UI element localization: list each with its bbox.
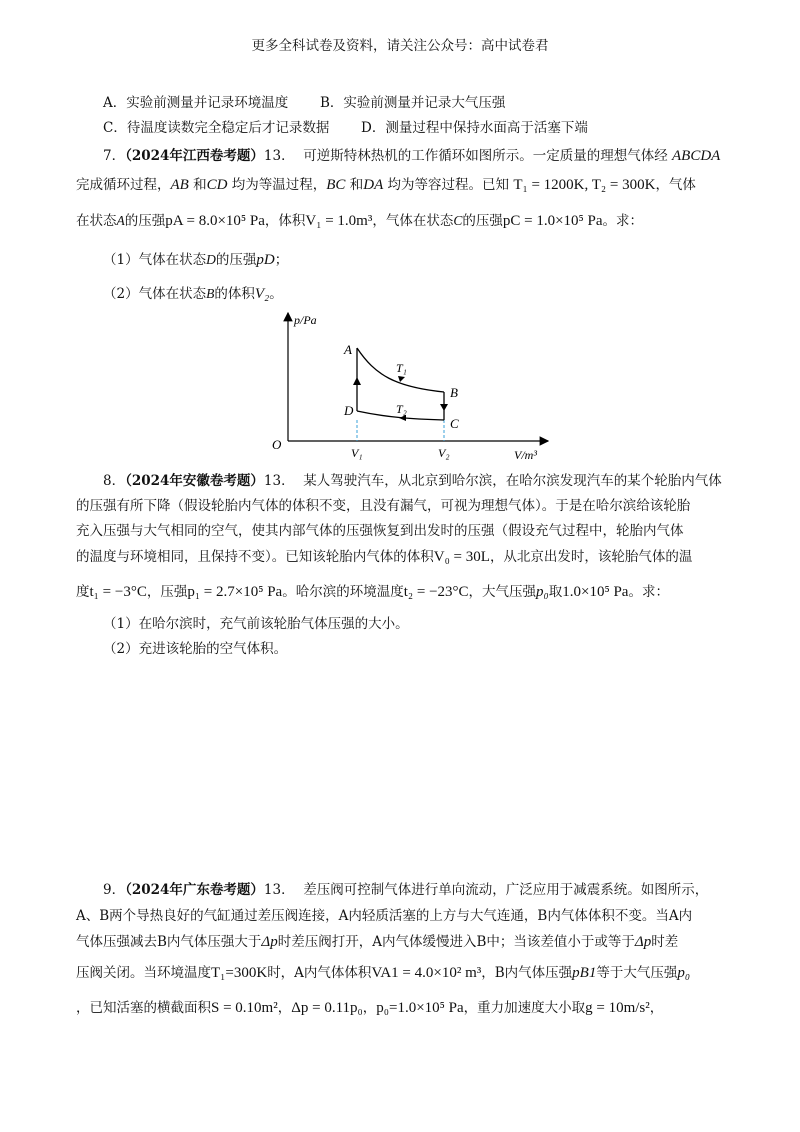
q8-qno: 13． (263, 473, 295, 489)
x-axis-label: V/m³ (514, 448, 537, 462)
q9-text-5b: ， (277, 1000, 292, 1016)
q7-sub1-a: （1）气体在状态 (103, 252, 207, 268)
q9-text-3a: 气体压强减去B内气体压强大于 (76, 934, 262, 950)
q9-math-dp-val: Δp = 0.11p₀ (291, 1000, 363, 1016)
q9-text-4b: 时，A内气体体积 (267, 965, 372, 981)
arrow-da (353, 377, 361, 385)
q7-source: （2024年江西卷考题） (125, 148, 264, 164)
q9-source: （2024年广东卷考题） (125, 882, 264, 898)
q7-text-3a: 在状态 (76, 213, 117, 229)
q8-text-4b: ，从北京出发时，该轮胎气体的温 (489, 549, 693, 565)
q8-number: 8． (103, 473, 126, 489)
q8-math-v0: V₀ = 30L (433, 549, 490, 565)
tick-v2-label: V₂ (438, 446, 450, 460)
q7-number: 7． (103, 148, 126, 164)
q9-text-4c: ，B内气体压强 (481, 965, 573, 981)
q9-math-dp: Δp (261, 934, 278, 950)
q9-line-1 (103, 880, 708, 900)
q8-text-5a: 度 (76, 584, 90, 600)
q8-text-5b: ，压强 (146, 584, 188, 600)
q8-line-3: 充入压强与大气相同的空气，使其内部气体的压强恢复到出发时的压强（假设充气过程中，轮胎内气体 (76, 523, 684, 539)
q8-text-1: 某人驾驶汽车，从北京到哈尔滨，在哈尔滨发现汽车的某个轮胎内气体 (303, 473, 722, 489)
q7-sub2-state: B (206, 286, 215, 301)
q9-line-3 (76, 932, 678, 952)
q7-sub1-state: D (206, 252, 216, 267)
q7-sub2-b: 的体积 (214, 286, 255, 302)
curve-t1-label: T₁ (396, 361, 407, 375)
q7-sub1-b: 的压强 (215, 252, 257, 268)
q7-text-3e: 的压强 (462, 213, 503, 229)
q7-math-ab: AB (170, 177, 189, 193)
tick-v1-label: V₁ (351, 446, 363, 460)
q9-text-4d: 等于大气压强 (596, 965, 678, 981)
curve-t2-label: T₂ (396, 402, 407, 416)
q7-sub2-c: 。 (269, 286, 283, 302)
q9-math-p0-val: p₀=1.0×10⁵ Pa (376, 1000, 464, 1016)
q7-line-1 (103, 146, 720, 166)
q7-sub-2 (103, 284, 283, 304)
q9-text-5c: ， (362, 1000, 377, 1016)
q7-math-given: T₁ = 1200K, T₂ = 300K (513, 177, 656, 193)
q8-source: （2024年安徽卷考题） (125, 473, 264, 489)
q7-math-pa: pA = 8.0×10⁵ Pa (165, 213, 265, 229)
q7-text-1: 可逆斯特林热机的工作循环如图所示。一定质量的理想气体经 (303, 148, 668, 164)
q7-text-2e: 均为等容过程。已知 (387, 177, 510, 193)
q9-math-dp-2: Δp (634, 934, 652, 950)
q9-text-1: 差压阀可控制气体进行单向流动，广泛应用于减震系统。如图所示， (303, 882, 709, 898)
q7-text-2b: 和 (193, 177, 207, 193)
q8-line-1 (103, 471, 722, 491)
q9-math-g: g = 10m/s² (585, 1000, 650, 1016)
q9-text-3b: 时差压阀打开，A内气体缓慢进入B中；当该差值小于或等于 (277, 934, 635, 950)
stirling-cycle-figure (260, 305, 560, 465)
q9-math-s: S = 0.10m² (211, 1000, 278, 1016)
origin-label: O (272, 437, 282, 452)
q7-math-cd: CD (206, 177, 228, 193)
q7-sub2-a: （2）气体在状态 (103, 286, 207, 302)
q9-text-5a: ，已知活塞的横截面积 (76, 1000, 211, 1016)
q8-math-p0: p₀ (536, 584, 549, 600)
q9-text-5d: ，重力加速度大小取 (463, 1000, 586, 1016)
option-d: D．测量过程中保持水面高于活塞下端 (361, 120, 588, 136)
q9-text-5e: ， (649, 1000, 664, 1016)
page-header: 更多全科试卷及资料，请关注公众号：高中试卷君 (251, 38, 549, 54)
y-axis-label: p/Pa (294, 313, 317, 327)
q9-math-p0: p₀ (677, 965, 691, 981)
arrow-bc (440, 404, 448, 411)
q9-text-4a: 压阀关闭。当环境温度 (76, 965, 211, 981)
q7-math-da: DA (363, 177, 384, 193)
q9-text-3c: 时差 (651, 934, 679, 950)
q8-math-p0-val: 1.0×10⁵ Pa (562, 584, 629, 600)
point-c-label: C (450, 416, 459, 431)
q9-math-t1: T₁=300K (211, 965, 268, 981)
q9-math-pb1: pB1 (572, 965, 597, 981)
q7-qno: 13． (263, 148, 295, 164)
q9-line-5 (76, 998, 663, 1018)
q8-line-2: 的压强有所下降（假设轮胎内气体的体积不变，且没有漏气，可视为理想气体）。于是在哈尔滨给该轮胎 (76, 498, 691, 514)
q7-text-3b: 的压强 (124, 213, 166, 229)
q7-text-3f: 。求： (602, 213, 644, 229)
q7-math-v1: V₁ = 1.0m³ (305, 213, 373, 229)
q8-text-5c: 。哈尔滨的环境温度 (282, 584, 404, 600)
q8-line-5 (76, 582, 669, 602)
point-d-label: D (344, 403, 354, 418)
option-b: B．实验前测量并记录大气压强 (320, 95, 506, 111)
q7-line-3 (76, 211, 643, 231)
q7-math-bc: BC (326, 177, 346, 193)
q7-math-cycle: ABCDA (672, 148, 721, 164)
option-a: A．实验前测量并记录环境温度 (103, 95, 289, 111)
q7-sub1-c: ； (274, 252, 289, 268)
q7-sub1-math: pD (256, 252, 275, 268)
q7-state-a: A (116, 213, 125, 228)
point-a-label: A (344, 342, 352, 357)
q8-sub-2: （2）充进该轮胎的空气体积。 (103, 641, 288, 657)
q9-line-2: A、B两个导热良好的气缸通过差压阀连接，A内轻质活塞的上方与大气连通，B内气体体积不变。当A内 (76, 908, 693, 924)
q8-math-t1: t₁ = −3°C (89, 584, 147, 600)
q7-math-pc: pC = 1.0×10⁵ Pa (502, 213, 603, 229)
q7-text-2a: 完成循环过程， (76, 177, 171, 193)
q8-math-p1: p₁ = 2.7×10⁵ Pa (187, 584, 283, 600)
q8-math-t2: t₂ = −23°C (403, 584, 469, 600)
q7-text-2c: 均为等温过程， (231, 177, 327, 193)
q7-text-3c: ，体积 (264, 213, 306, 229)
point-b-label: B (450, 385, 458, 400)
q8-sub-1: （1）在哈尔滨时，充气前该轮胎气体压强的大小。 (103, 616, 409, 632)
q8-line-4 (76, 547, 692, 567)
q7-text-2f: ，气体 (655, 177, 696, 193)
q7-sub2-math: V₂ (254, 286, 270, 302)
q8-text-4a: 的温度与环境相同，且保持不变）。已知该轮胎内气体的体积 (76, 549, 434, 565)
q7-text-3d: ，气体在状态 (372, 213, 454, 229)
option-c: C．待温度读数完全稳定后才记录数据 (103, 120, 330, 136)
q9-math-va1: VA1 = 4.0×10² m³ (371, 965, 482, 981)
q8-text-5e: 取 (548, 584, 563, 600)
q8-text-5d: ，大气压强 (468, 584, 537, 600)
arrow-ab (398, 376, 405, 382)
q7-sub-1 (103, 250, 288, 270)
q8-text-5f: 。求： (628, 584, 669, 600)
q9-line-4 (76, 963, 690, 983)
q7-state-c: C (453, 213, 463, 228)
q7-text-2d: 和 (349, 177, 364, 193)
q9-number: 9． (103, 882, 126, 898)
q9-qno: 13． (263, 882, 295, 898)
q7-line-2 (76, 175, 696, 195)
